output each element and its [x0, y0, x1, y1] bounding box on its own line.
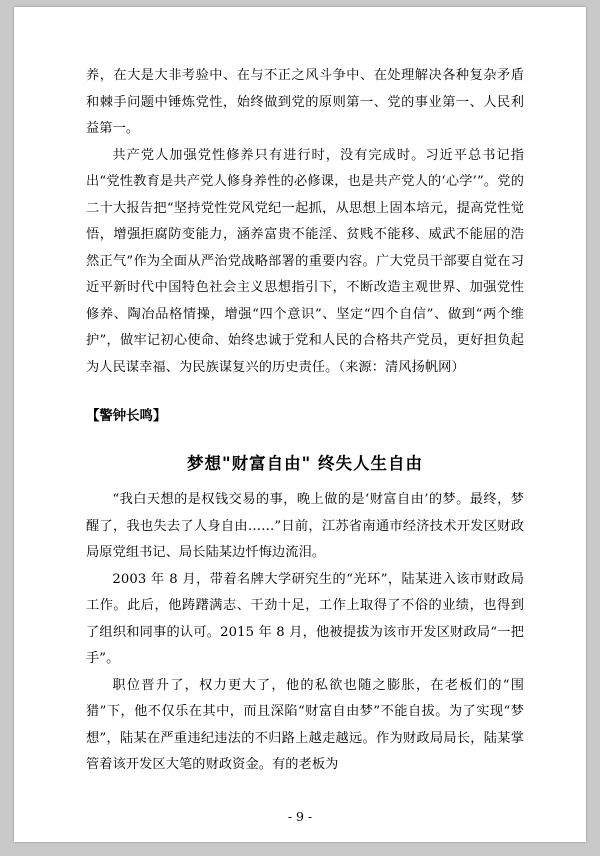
page-number: - 9 -: [287, 809, 313, 824]
article-paragraph-3: 职位晋升了，权力更大了，他的私欲也随之膨胀，在老板们的“围猎”下，他不仅乐在其中，而且深陷“财富自由梦”不能自拔。为了实现“梦想”，陆某在严重违纪违法的不归路上越走越远。作为财政局局长，陆某掌管着该开发区大笔的财政资金。有的老板为: [86, 677, 524, 772]
document-page: [14, 7, 586, 842]
article-paragraph-1: “我白天想的是权钱交易的事，晚上做的是‘财富自由’的梦。最终，梦醒了，我也失去了人身自由……”日前，江苏省南通市经济技术开发区财政局原党组书记、局长陆某边忏悔边流泪。: [86, 492, 524, 560]
page-content: [86, 63, 524, 796]
section-heading-warning-bell: 【警钟长鸣】: [86, 408, 167, 424]
paragraph-party-spirit: 共产党人加强党性修养只有进行时，没有完成时。习近平总书记指出“党性教育是共产党人修身养性的必修课，也是共产党人的‘心学’”。党的二十大报告把“坚持党性党风党纪一起抓，从思想上固本培元，提高党性觉悟，增强拒腐防变能力，涵养富贵不能淫、贫贱不能移、威武不能屈的浩然正气”作为全面从严治党战略部署的重要内容。广大党员干部要自觉在习近平新时代中国特色社会主义思想指引下，不断改造主观世界、加强党性修养、陶冶品格情操，增强“四个意识”、坚定“四个自信”、做到“两个维护”，做牢记初心使命、始终忠诚于党和人民的合格共产党员，更好担负起为人民谋幸福、为民族谋复兴的历史责任。（来源：清风扬帆网）: [86, 147, 524, 375]
article-paragraph-2: 2003 年 8 月，带着名牌大学研究生的“光环”，陆某进入该市财政局工作。此后，他踌躇满志、干劲十足，工作上取得了不俗的业绩，也得到了组织和同事的认可。2015 年 8 月，他被提拔为该市开发区财政局“一把手”。: [86, 571, 524, 666]
paragraph-continued: 养，在大是大非考验中、在与不正之风斗争中、在处理解决各种复杂矛盾和棘手问题中锤炼党性，始终做到党的原则第一、党的事业第一、人民利益第一。: [86, 68, 524, 136]
article-title: 梦想"财富自由" 终失人生自由: [187, 454, 423, 473]
